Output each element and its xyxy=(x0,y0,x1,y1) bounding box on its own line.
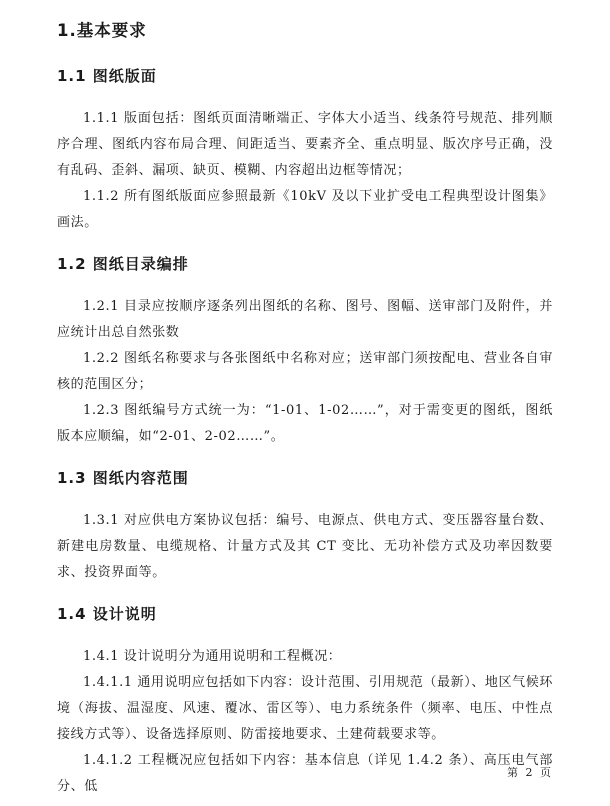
para-1-4-1: 1.4.1 设计说明分为通用说明和工程概况： xyxy=(83,649,342,664)
para-1-2-2: 1.2.2 图纸名称要求与各张图纸中名称对应；送审部门须按配电、营业各自审核的范围区分； xyxy=(57,351,553,392)
para-1-1-1: 1.1.1 版面包括：图纸页面清晰端正、字体大小适当、线条符号规范、排列顺序合理、图纸内容布局合理、间距适当、要素齐全、重点明显、版次序号正确，没有乱码、歪斜、漏项、缺页、模糊、内容超出边框等情况； xyxy=(57,111,553,178)
section-design-description xyxy=(57,604,553,800)
para-1-2-3: 1.2.3 图纸编号方式统一为：“1-01、1-02……”，对于需变更的图纸，图纸版本应顺编，如“2-01、2-02……”。 xyxy=(57,403,553,444)
para-1-4-1-1: 1.4.1.1 通用说明应包括如下内容：设计范围、引用规范（最新）、地区气候环境（海拔、温湿度、风速、覆冰、雷区等）、电力系统条件（频率、电压、中性点接线方式等）、设备选择原则、防雷接地要求、土建荷载要求等。 xyxy=(57,675,553,742)
para-1-2-1: 1.2.1 目录应按顺序逐条列出图纸的名称、图号、图幅、送审部门及附件，并应统计出总自然张数 xyxy=(57,299,553,340)
section-1-2-heading: 1.2 图纸目录编排 xyxy=(57,255,189,273)
section-1-3-heading: 1.3 图纸内容范围 xyxy=(57,469,189,487)
section-content-scope xyxy=(57,468,553,586)
section-1-4-heading: 1.4 设计说明 xyxy=(57,605,157,623)
para-1-1-2: 1.1.2 所有图纸版面应参照最新《10kV 及以下业扩受电工程典型设计图集》画法。 xyxy=(57,189,553,230)
page-number: 第 2 页 xyxy=(507,766,553,779)
para-1-3-1: 1.3.1 对应供电方案协议包括：编号、电源点、供电方式、变压器容量台数、新建电房数量、电缆规格、计量方式及其 CT 变比、无功补偿方式及功率因数要求、投资界面等。 xyxy=(57,513,553,580)
section-1-1-heading: 1.1 图纸版面 xyxy=(57,67,157,85)
section-catalog-arrangement xyxy=(57,254,553,450)
page-title: 1.基本要求 xyxy=(57,21,147,40)
para-1-4-1-2: 1.4.1.2 工程概况应包括如下内容：基本信息（详见 1.4.2 条）、高压电气部分、低 xyxy=(57,753,553,794)
section-drawing-layout xyxy=(57,66,553,236)
